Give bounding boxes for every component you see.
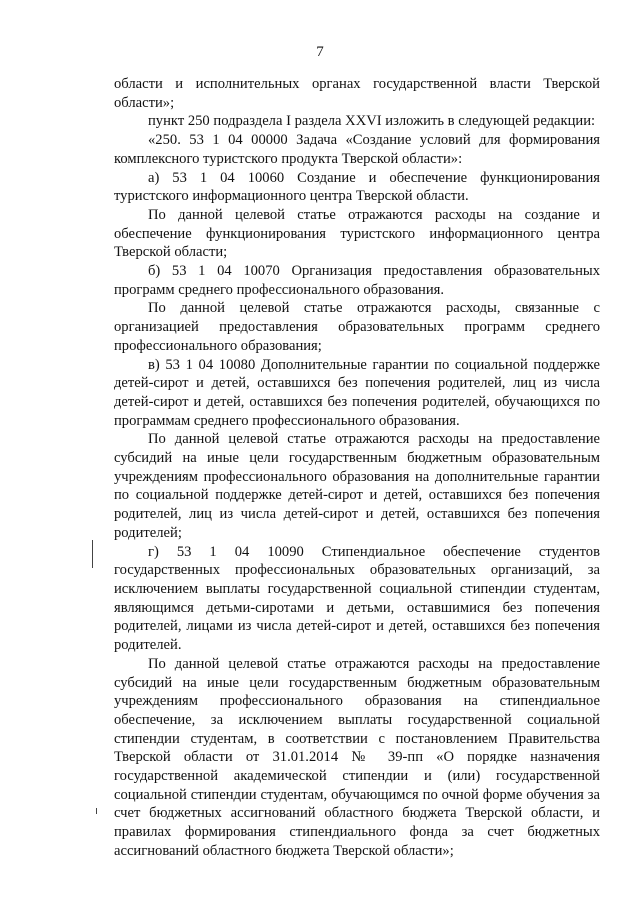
paragraph: в) 53 1 04 10080 Дополнительные гарантии по социальной поддержке детей-сирот и детей, оставшихся без попечения родителей, лиц из числа детей-сирот и детей, оставшихся без попечения родителей, обучающихся по программам среднего профессионального образования. (114, 356, 600, 429)
page-number: 7 (316, 44, 324, 60)
paragraph: По данной целевой статье отражаются расходы на предоставление субсидий на иные цели государственным бюджетным образовательным учреждениям профессионального образования на дополнительные гарантии по социальной поддержке детей-сирот и детей, оставшихся без попечения родителей, лиц из числа детей-сирот и детей, оставшихся без попечения родителей; (114, 431, 600, 541)
paragraph: области и исполнительных органах государственной власти Тверской области»; (114, 76, 600, 111)
paragraph: По данной целевой статье отражаются расходы, связанные с организацией предоставления образовательных программ среднего профессионального образования; (114, 300, 600, 354)
scan-mark (96, 808, 97, 814)
scan-mark (92, 540, 93, 568)
paragraph: «250. 53 1 04 00000 Задача «Создание условий для формирования комплексного туристского продукта Тверской области»: (114, 132, 600, 167)
paragraph: а) 53 1 04 10060 Создание и обеспечение функционирования туристского информационного центра Тверской области. (114, 169, 600, 205)
paragraph: пункт 250 подраздела I раздела XXVI изложить в следующей редакции: (148, 113, 596, 130)
paragraph: По данной целевой статье отражаются расходы на предоставление субсидий на иные цели государственным бюджетным образовательным учреждениям профессионального образования на стипендиальное обеспечение, за исключением выплаты государственной социальной стипендии студентам, в соответствии с постановлением Правительства Тверской области от 31.01.2014 № 39-пп «О порядке назначения государственной академической стипендии и (или) государственной социальной стипендии студентам, обучающимся по очной форме обучения за счет бюджетных ассигнований областного бюджета Тверской области, и правилах формирования стипендиального фонда за счет бюджетных ассигнований областного бюджета Тверской области»; (114, 655, 600, 859)
document-body (114, 75, 600, 861)
paragraph: По данной целевой статье отражаются расходы на создание и обеспечение функционирования туристского информационного центра Тверской области; (114, 206, 600, 261)
paragraph: б) 53 1 04 10070 Организация предоставления образовательных программ среднего профессионального образования. (114, 263, 600, 298)
paragraph: г) 53 1 04 10090 Стипендиальное обеспечение студентов государственных профессиональных образовательных организаций, за исключением выплаты государственной социальной стипендии студентам, являющимся детьми-сиротами и детьми, оставшимися без попечения родителей, лицами из числа детей-сирот и детей, оставшихся без попечения родителей. (114, 543, 600, 654)
